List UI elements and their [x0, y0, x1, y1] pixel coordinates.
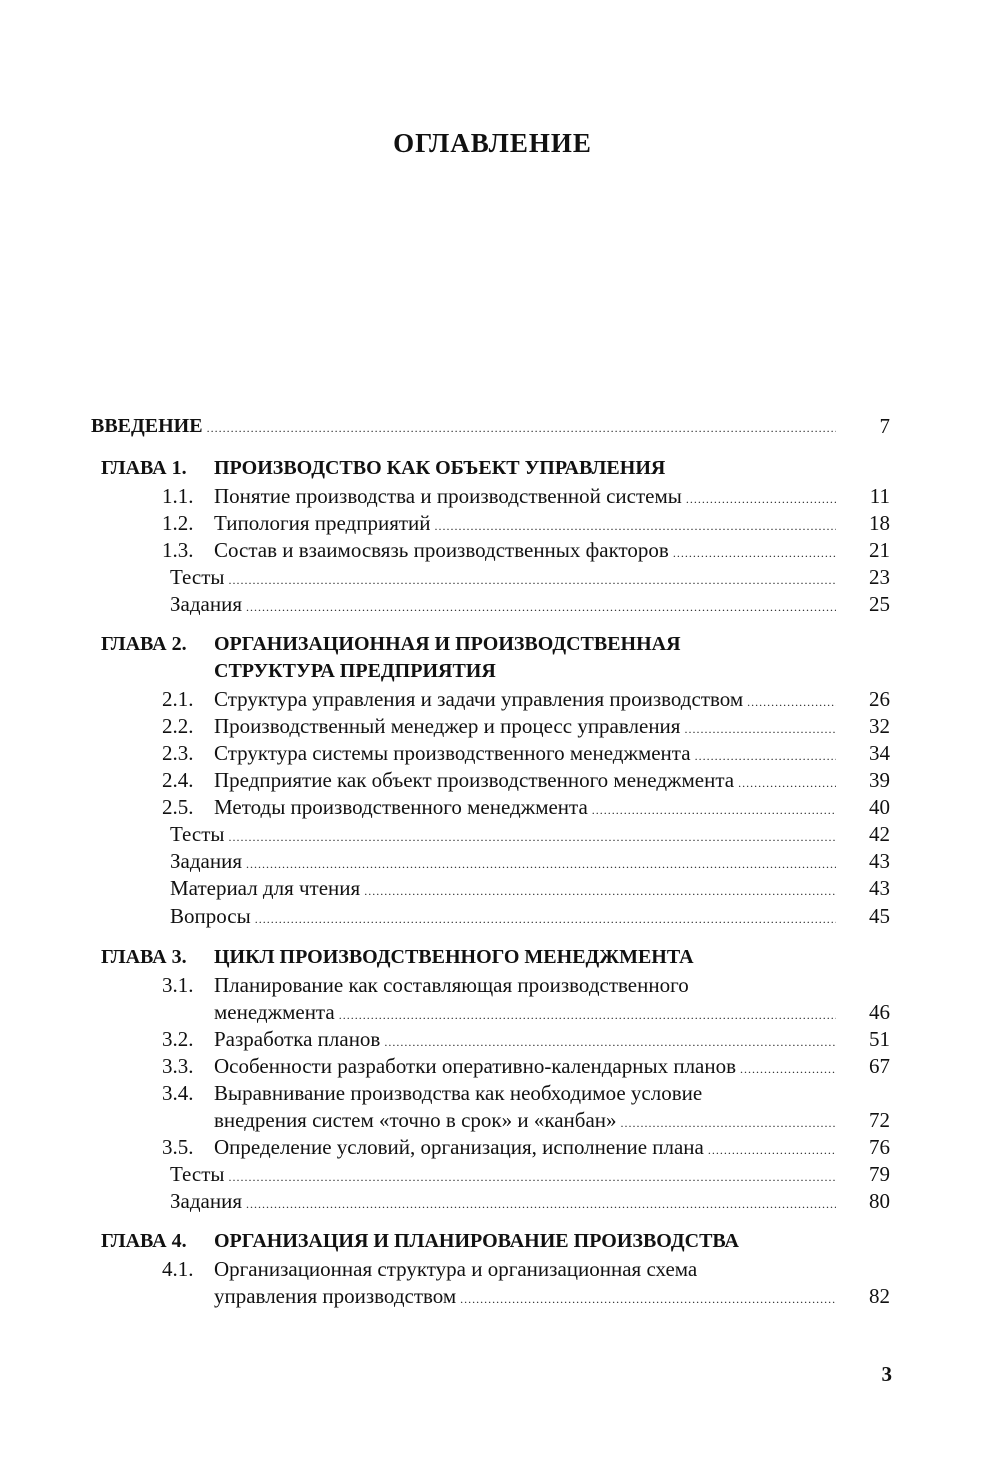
section-3-4-title-line1: Выравнивание производства как необходимое условие: [214, 1081, 703, 1105]
section-1-2-page: 18: [869, 511, 890, 535]
section-2-2-number: 2.2.: [162, 714, 194, 738]
toc-entry-2-tests: [170, 821, 836, 848]
chapter-2-title-line2: СТРУКТУРА ПРЕДПРИЯТИЯ: [214, 660, 496, 682]
section-1-3-page: 21: [869, 538, 890, 562]
section-3-1-page: 46: [869, 1000, 890, 1024]
chapter-3-tasks-page: 80: [869, 1189, 890, 1213]
leader-dots: [255, 906, 836, 933]
toc-entry-1-tasks: [170, 591, 836, 618]
section-1-3-title: Состав и взаимосвязь производственных факторов: [214, 538, 669, 562]
chapter-2-tasks-page: 43: [869, 849, 890, 873]
chapter-3-tests-title: Тесты: [170, 1162, 225, 1186]
leader-dots: [384, 1029, 836, 1056]
section-2-4-page: 39: [869, 768, 890, 792]
chapter-2-title-line1: ОРГАНИЗАЦИОННАЯ И ПРОИЗВОДСТВЕННАЯ: [214, 633, 681, 655]
leader-dots: [738, 770, 836, 797]
page-number: 3: [881, 1362, 892, 1386]
toc-entry-2-1: [214, 686, 836, 713]
leader-dots: [246, 594, 836, 621]
section-3-1-number: 3.1.: [162, 973, 194, 997]
section-3-4-title-line2: внедрения систем «точно в срок» и «канбан»: [214, 1108, 617, 1132]
toc-entry-3-tests: [170, 1161, 836, 1188]
toc-entry-1-2: [214, 510, 836, 537]
section-3-3-number: 3.3.: [162, 1054, 194, 1078]
chapter-2-reading-page: 43: [869, 876, 890, 900]
leader-dots: [708, 1137, 836, 1164]
leader-dots: [592, 797, 836, 824]
section-2-2-title: Производственный менеджер и процесс управления: [214, 714, 681, 738]
section-3-5-page: 76: [869, 1135, 890, 1159]
page-title: ОГЛАВЛЕНИЕ: [393, 128, 592, 158]
toc-entry-4-1: [214, 1283, 836, 1310]
section-2-2-page: 32: [869, 714, 890, 738]
section-2-5-number: 2.5.: [162, 795, 194, 819]
toc-entry-2-3: [214, 740, 836, 767]
chapter-4-number: ГЛАВА 4.: [101, 1230, 187, 1252]
chapter-1-number: ГЛАВА 1.: [101, 457, 187, 479]
section-3-1-title-line2: менеджмента: [214, 1000, 335, 1024]
leader-dots: [246, 851, 836, 878]
toc-entry-1-3: [214, 537, 836, 564]
leader-dots: [339, 1002, 836, 1029]
leader-dots: [228, 567, 836, 594]
section-3-4-page: 72: [869, 1108, 890, 1132]
toc-entry-3-4: [214, 1107, 836, 1134]
intro-page: 7: [879, 414, 890, 438]
section-3-1-title-line1: Планирование как составляющая производственного: [214, 973, 689, 997]
section-2-3-title: Структура системы производственного менеджмента: [214, 741, 691, 765]
section-3-3-page: 67: [869, 1054, 890, 1078]
toc-entry-intro: [91, 413, 836, 440]
leader-dots: [364, 878, 836, 905]
leader-dots: [740, 1056, 836, 1083]
section-2-1-page: 26: [869, 687, 890, 711]
chapter-1-tasks-page: 25: [869, 592, 890, 616]
section-3-2-title: Разработка планов: [214, 1027, 381, 1051]
section-2-1-number: 2.1.: [162, 687, 194, 711]
chapter-1-title: ПРОИЗВОДСТВО КАК ОБЪЕКТ УПРАВЛЕНИЯ: [214, 457, 666, 479]
section-2-4-title: Предприятие как объект производственного менеджмента: [214, 768, 735, 792]
section-1-3-number: 1.3.: [162, 538, 194, 562]
section-3-2-page: 51: [869, 1027, 890, 1051]
toc-entry-3-1: [214, 999, 836, 1026]
chapter-1-tasks-title: Задания: [170, 592, 242, 616]
section-2-1-title: Структура управления и задачи управления производством: [214, 687, 744, 711]
chapter-1-tests-title: Тесты: [170, 565, 225, 589]
leader-dots: [435, 513, 836, 540]
section-3-5-title: Определение условий, организация, исполнение плана: [214, 1135, 704, 1159]
chapter-2-questions-page: 45: [869, 904, 890, 928]
toc-entry-1-tests: [170, 564, 836, 591]
chapter-2-tests-page: 42: [869, 822, 890, 846]
toc-entry-3-5: [214, 1134, 836, 1161]
toc-entry-3-3: [214, 1053, 836, 1080]
section-1-2-number: 1.2.: [162, 511, 194, 535]
chapter-1-tests-page: 23: [869, 565, 890, 589]
chapter-2-reading-title: Материал для чтения: [170, 876, 361, 900]
leader-dots: [621, 1110, 836, 1137]
leader-dots: [246, 1191, 836, 1218]
leader-dots: [673, 540, 836, 567]
toc-entry-1-1: [214, 483, 836, 510]
section-1-1-title: Понятие производства и производственной системы: [214, 484, 682, 508]
section-4-1-title-line2: управления производством: [214, 1284, 457, 1308]
chapter-3-tasks-title: Задания: [170, 1189, 242, 1213]
leader-dots: [460, 1286, 836, 1313]
chapter-3-tests-page: 79: [869, 1162, 890, 1186]
chapter-4-title: ОРГАНИЗАЦИЯ И ПЛАНИРОВАНИЕ ПРОИЗВОДСТВА: [214, 1230, 739, 1252]
toc-entry-3-tasks: [170, 1188, 836, 1215]
chapter-2-tasks-title: Задания: [170, 849, 242, 873]
section-4-1-title-line1: Организационная структура и организационная схема: [214, 1257, 698, 1281]
section-4-1-number: 4.1.: [162, 1257, 194, 1281]
leader-dots: [686, 486, 836, 513]
toc-entry-2-5: [214, 794, 836, 821]
section-1-2-title: Типология предприятий: [214, 511, 431, 535]
toc-entry-2-reading: [170, 875, 836, 902]
section-3-5-number: 3.5.: [162, 1135, 194, 1159]
leader-dots: [747, 689, 836, 716]
section-3-3-title: Особенности разработки оперативно-календарных планов: [214, 1054, 737, 1078]
section-3-4-number: 3.4.: [162, 1081, 194, 1105]
section-2-3-number: 2.3.: [162, 741, 194, 765]
leader-dots: [695, 743, 836, 770]
section-4-1-page: 82: [869, 1284, 890, 1308]
toc-entry-2-4: [214, 767, 836, 794]
chapter-3-title: ЦИКЛ ПРОИЗВОДСТВЕННОГО МЕНЕДЖМЕНТА: [214, 946, 694, 968]
section-2-5-title: Методы производственного менеджмента: [214, 795, 588, 819]
chapter-3-number: ГЛАВА 3.: [101, 946, 187, 968]
leader-dots: [228, 1164, 836, 1191]
leader-dots: [684, 716, 836, 743]
section-1-1-page: 11: [869, 484, 890, 508]
toc-entry-2-questions: [170, 903, 836, 930]
toc-entry-2-tasks: [170, 848, 836, 875]
intro-label: ВВЕДЕНИЕ: [91, 415, 203, 437]
chapter-2-tests-title: Тесты: [170, 822, 225, 846]
section-2-4-number: 2.4.: [162, 768, 194, 792]
leader-dots: [207, 415, 836, 442]
section-1-1-number: 1.1.: [162, 484, 194, 508]
leader-dots: [228, 824, 836, 851]
section-2-3-page: 34: [869, 741, 890, 765]
chapter-2-number: ГЛАВА 2.: [101, 633, 187, 655]
section-3-2-number: 3.2.: [162, 1027, 194, 1051]
toc-entry-2-2: [214, 713, 836, 740]
toc-entry-3-2: [214, 1026, 836, 1053]
section-2-5-page: 40: [869, 795, 890, 819]
chapter-2-questions-title: Вопросы: [170, 904, 251, 928]
